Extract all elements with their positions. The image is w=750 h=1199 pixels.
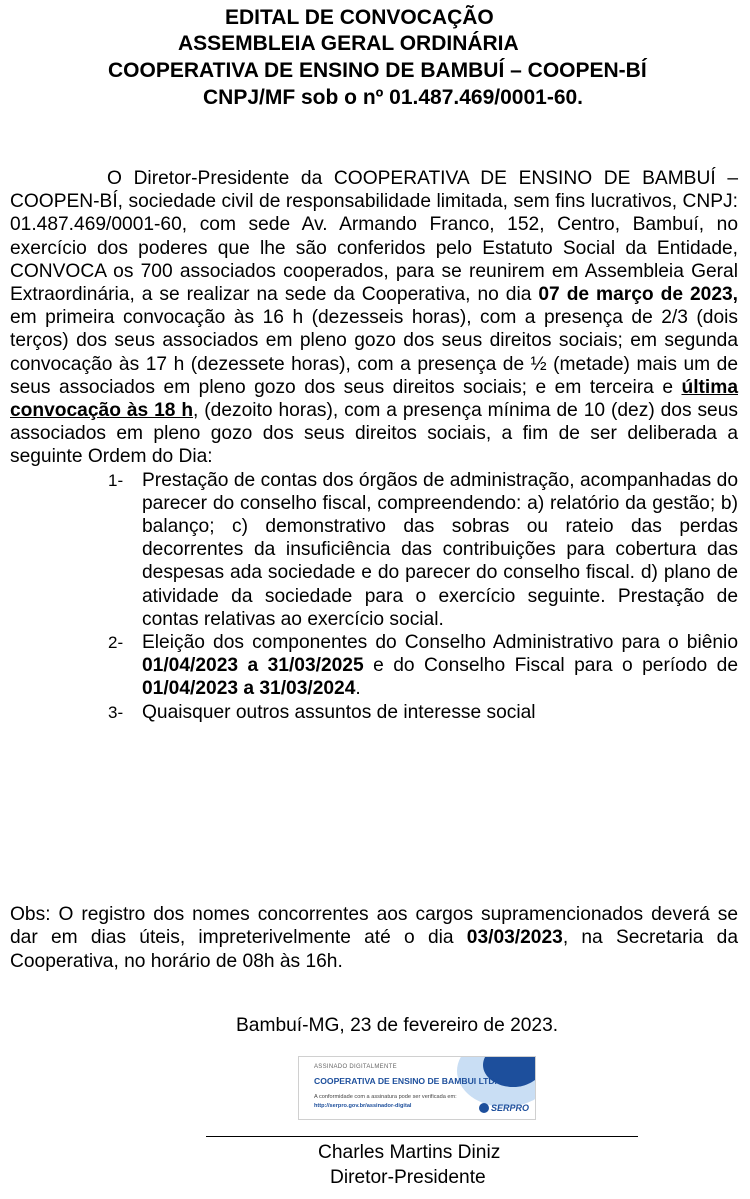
serpro-logo xyxy=(479,1103,529,1113)
registration-deadline: 03/03/2023 xyxy=(466,927,563,949)
place-and-date: Bambuí-MG, 23 de fevereiro de 2023. xyxy=(236,1015,559,1036)
agenda-item xyxy=(10,701,738,724)
paragraph-text-a: O Diretor-Presidente da COOPERATIVA DE ENSINO DE BAMBUÍ – COOPEN-BÍ, sociedade civil de responsabilidade limitada, sem fins lucrativos, CNPJ: 01.487.469/0001-60, com sede Av. Armando Franco, 152, Centro, Bambuí, no exercício dos poderes que lhe são conferidos pelo Estatuto Social da Entidade, CONVOCA os 700 associados cooperados, para se reunirem em Assembleia Geral Extraordinária, a se realizar na sede da Cooperativa, no dia xyxy=(10,168,738,306)
admin-council-period: 01/04/2023 a 31/03/2025 xyxy=(142,655,364,677)
obs-text-b: , na Secretaria da Cooperativa, no horário de 08h às 16h. xyxy=(10,927,738,972)
signature-line xyxy=(206,1136,638,1137)
agenda-item-text: . xyxy=(355,678,361,700)
heading-cooperative: COOPERATIVA DE ENSINO DE BAMBUÍ – COOPEN-BÍ xyxy=(108,59,647,82)
heading-assembly: ASSEMBLEIA GERAL ORDINÁRIA xyxy=(178,32,519,55)
fiscal-council-period: 01/04/2023 a 31/03/2024 xyxy=(142,678,356,700)
heading-cnpj: CNPJ/MF sob o nº 01.487.469/0001-60. xyxy=(203,86,584,109)
obs-text-a: Obs: O registro dos nomes concorrentes aos cargos supramencionados deverá se dar em dias úteis, impreterivelmente até o dia xyxy=(10,904,738,949)
meeting-date: 07 de março de 2023, xyxy=(538,284,738,306)
digital-signature-stamp xyxy=(298,1056,536,1120)
agenda-item-text: e do Conselho Fiscal para o período de xyxy=(363,655,738,677)
signatory-name: Charles Martins Diniz xyxy=(318,1142,501,1163)
agenda-item xyxy=(10,469,738,631)
agenda-item-text: Prestação de contas dos órgãos de administração, acompanhadas do parecer do conselho fiscal, compreendendo: a) relatório da gestão; b) balanço; c) demonstrativo das sobras ou rateio das perdas decorrentes da insuficiência das contribuições para cobertura das despesas ada sociedade e do parecer do conselho fiscal. d) plano de atividade da sociedade para o exercício seguinte. Prestação de contas relativas ao exercício social. xyxy=(142,469,738,630)
agenda-item-text: Eleição dos componentes do Conselho Administrativo para o biênio xyxy=(142,632,738,654)
paragraph-text-b: em primeira convocação às 16 h (dezesseis horas), com a presença de 2/3 (dois terços) dos seus associados em pleno gozo dos seus direitos sociais; em segunda convocação às 17 h (dezessete horas), com a presença de ½ (metade) mais um de seus associados em pleno gozo dos seus direitos sociais; e em terceira e xyxy=(10,307,738,398)
stamp-note: A conformidade com a assinatura pode ser verificada em: xyxy=(314,1094,457,1100)
convocation-paragraph xyxy=(10,167,738,469)
observation-paragraph xyxy=(10,903,738,973)
last-call-time: última convocação às 18 h xyxy=(10,376,738,422)
agenda-item xyxy=(10,631,738,701)
paragraph-text-c: , (dezoito horas), com a presença mínima de 10 (dez) dos seus associados em pleno gozo dos seus direitos sociais, a fim de ser deliberada a seguinte Ordem do Dia: xyxy=(10,400,738,468)
convocation-body xyxy=(10,167,738,724)
stamp-signer: COOPERATIVA DE ENSINO DE BAMBUI LTDA xyxy=(314,1076,501,1086)
heading-title: EDITAL DE CONVOCAÇÃO xyxy=(225,6,494,29)
stamp-label: ASSINADO DIGITALMENTE xyxy=(314,1064,397,1070)
agenda-item-number: 3- xyxy=(108,702,124,722)
agenda-list xyxy=(10,469,738,724)
agenda-item-number: 1- xyxy=(108,470,124,490)
agenda-item-number: 2- xyxy=(108,633,124,653)
serpro-logo-icon xyxy=(479,1103,489,1113)
serpro-logo-text: SERPRO xyxy=(490,1103,529,1113)
agenda-item-text: Quaisquer outros assuntos de interesse social xyxy=(142,701,536,723)
signatory-role: Diretor-Presidente xyxy=(330,1167,486,1188)
stamp-url: http://serpro.gov.br/assinador-digital xyxy=(314,1103,412,1109)
